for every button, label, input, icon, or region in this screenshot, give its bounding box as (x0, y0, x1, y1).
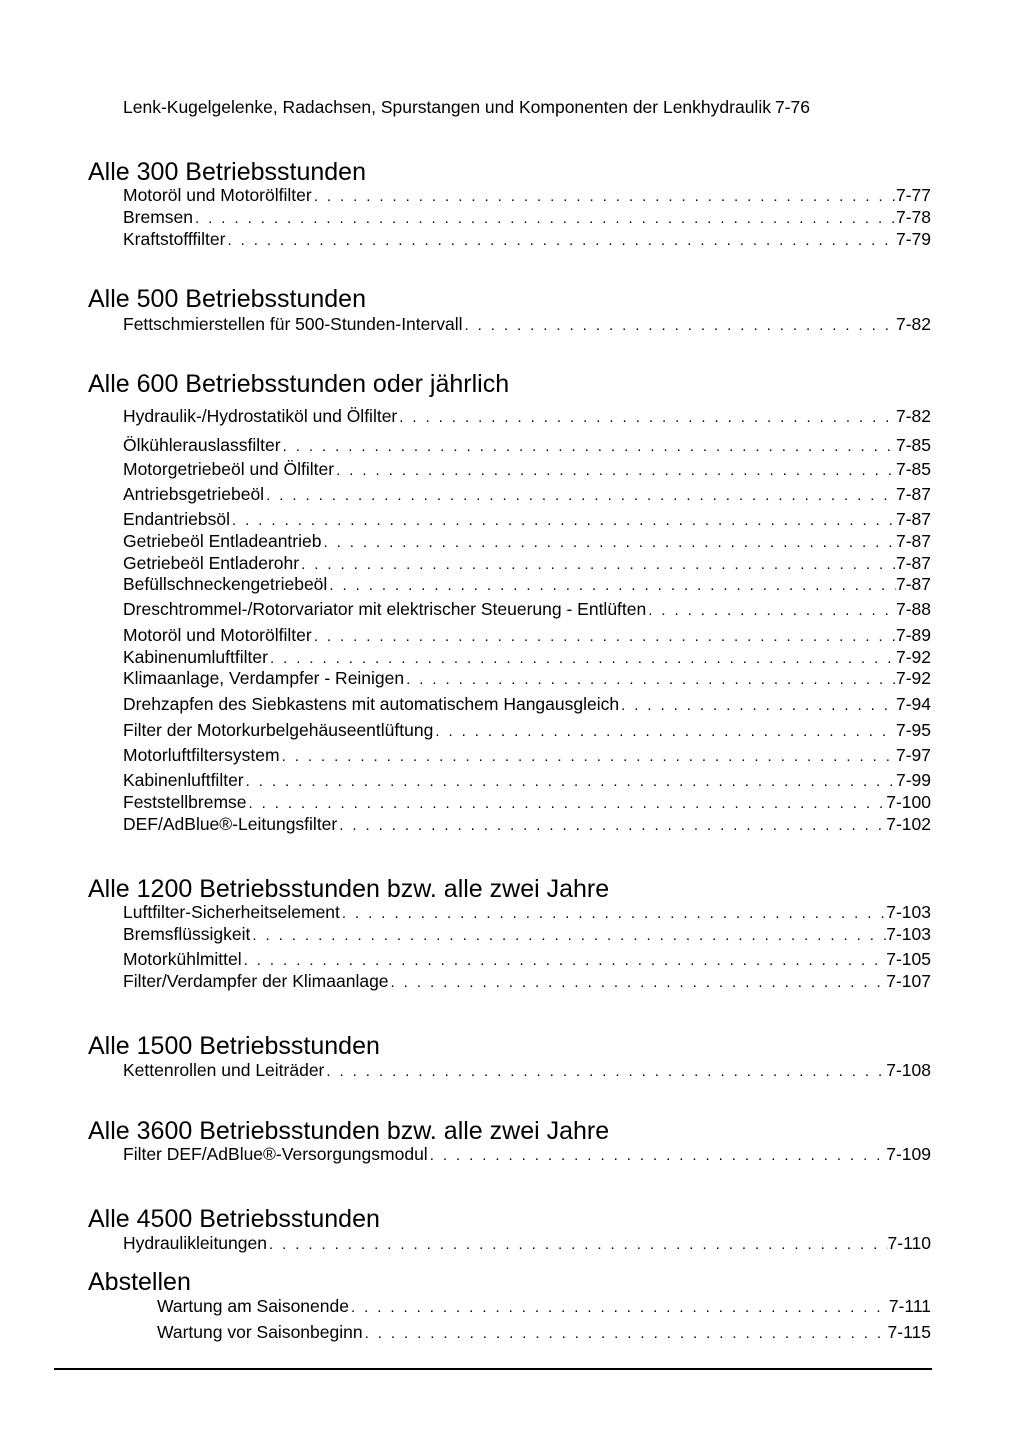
toc-entry-page: 7-87 (895, 509, 931, 529)
dot-leader (312, 186, 896, 208)
toc-entry-page: 7-92 (895, 668, 931, 688)
dot-leader (428, 1145, 887, 1167)
dot-leader (242, 950, 887, 972)
toc-entry[interactable] (123, 791, 931, 813)
toc-entry-page: 7-92 (895, 647, 931, 667)
toc-entry-page: 7-103 (886, 924, 931, 944)
toc-entry-title: Motoröl und Motorölfilter (123, 625, 312, 645)
toc-entry-page: 7-87 (895, 574, 931, 594)
toc-entry-page: 7-107 (886, 971, 931, 991)
toc-entry-title: Feststellbremse (123, 792, 247, 812)
toc-entry-page: 7-76 (774, 97, 810, 117)
toc-entry[interactable] (123, 458, 931, 480)
toc-entry[interactable] (123, 508, 931, 530)
dot-leader (193, 208, 896, 230)
toc-entry-page: 7-89 (895, 625, 931, 645)
toc-entry[interactable] (123, 228, 931, 250)
toc-entry-title: Wartung vor Saisonbeginn (157, 1322, 363, 1342)
toc-entry-title: Motoröl und Motorölfilter (123, 185, 312, 205)
toc-entry-title: Ölkühlerauslassfilter (123, 435, 281, 455)
toc-entry-page: 7-82 (895, 406, 931, 426)
toc-entry-page: 7-100 (886, 792, 931, 812)
toc-entry[interactable] (123, 1059, 931, 1081)
toc-entry-page: 7-85 (895, 435, 931, 455)
toc-entry-title: Lenk-Kugelgelenke, Radachsen, Spurstangen und Komponenten der Lenkhydraulik (123, 97, 771, 117)
dot-leader (281, 436, 896, 458)
dot-leader (280, 746, 896, 768)
footer-rule (54, 1368, 932, 1370)
toc-entry-title: Kettenrollen und Leiträder (123, 1060, 325, 1080)
toc-entry-page: 7-108 (886, 1060, 931, 1080)
dot-leader (321, 532, 896, 554)
toc-entry-page: 7-95 (895, 720, 931, 740)
dot-leader (646, 600, 896, 622)
toc-entry-title: Antriebsgetriebeöl (123, 484, 265, 504)
toc-entry[interactable] (123, 530, 931, 552)
toc-entry-title: Getriebeöl Entladerohr (123, 553, 300, 573)
toc-entry-title: Luftfilter-Sicherheitselement (123, 902, 340, 922)
toc-entry[interactable] (123, 948, 931, 970)
toc-entry-title: Wartung am Saisonende (157, 1296, 349, 1316)
toc-entry-title: Bremsen (123, 207, 194, 227)
toc-entry-page: 7-99 (895, 770, 931, 790)
section-heading: Alle 500 Betriebsstunden (88, 285, 366, 313)
toc-entry-title: DEF/AdBlue®-Leitungsfilter (123, 814, 338, 834)
dot-leader (404, 669, 896, 691)
toc-entry-page: 7-111 (888, 1296, 931, 1316)
toc-entry-title: Kabinenumluftfilter (123, 647, 268, 667)
toc-entry-page: 7-87 (895, 553, 931, 573)
toc-entry[interactable] (123, 970, 931, 992)
dot-leader (264, 485, 896, 507)
toc-entry[interactable] (123, 901, 931, 923)
toc-entry-page: 7-79 (895, 229, 931, 249)
toc-entry[interactable] (123, 719, 931, 741)
toc-entry-title: Motorkühlmittel (123, 949, 242, 969)
toc-entry-title: Befüllschneckengetriebeöl (123, 574, 328, 594)
toc-entry[interactable] (123, 769, 931, 791)
dot-leader (244, 771, 896, 793)
dot-leader (397, 407, 896, 429)
dot-leader (433, 721, 896, 743)
toc-entry[interactable] (157, 1321, 931, 1343)
toc-entry-page: 7-87 (895, 484, 931, 504)
toc-entry-top[interactable] (123, 96, 931, 118)
toc-entry-page: 7-102 (886, 814, 931, 834)
toc-entry-title: Motorgetriebeöl und Ölfilter (123, 459, 335, 479)
section-heading: Alle 1500 Betriebsstunden (88, 1032, 380, 1060)
toc-entry-page: 7-78 (895, 207, 931, 227)
toc-entry-page: 7-105 (886, 949, 931, 969)
dot-leader (363, 1323, 888, 1345)
section-heading: Alle 4500 Betriebsstunden (88, 1205, 380, 1233)
toc-entry[interactable] (123, 598, 931, 620)
toc-entry-title: Bremsflüssigkeit (123, 924, 251, 944)
toc-entry[interactable] (123, 1232, 931, 1254)
toc-entry-page: 7-115 (887, 1322, 931, 1342)
toc-entry-title: Filter DEF/AdBlue®-Versorgungsmodul (123, 1144, 428, 1164)
dot-leader (267, 1234, 888, 1256)
dot-leader (340, 903, 886, 925)
toc-entry[interactable] (123, 573, 931, 595)
dot-leader (225, 230, 896, 252)
dot-leader (462, 315, 896, 337)
dot-leader (349, 1297, 889, 1319)
toc-entry[interactable] (123, 693, 931, 715)
toc-entry-title: Filter/Verdampfer der Klimaanlage (123, 971, 389, 991)
dot-leader (327, 575, 896, 597)
toc-entry[interactable] (123, 552, 931, 574)
toc-entry-page: 7-85 (895, 459, 931, 479)
toc-entry-title: Fettschmierstellen für 500-Stunden-Intervall (123, 314, 463, 334)
toc-entry[interactable] (123, 813, 931, 835)
toc-entry-page: 7-77 (895, 185, 931, 205)
toc-entry[interactable] (123, 405, 931, 427)
toc-entry[interactable] (123, 923, 931, 945)
toc-entry-title: Kabinenluftfilter (123, 770, 244, 790)
toc-entry-title: Kraftstofffilter (123, 229, 226, 249)
toc-entry[interactable] (123, 206, 931, 228)
toc-entry[interactable] (123, 313, 931, 335)
toc-entry-title: Hydraulikleitungen (123, 1233, 267, 1253)
dot-leader (247, 793, 887, 815)
toc-entry-title: Hydraulik-/Hydrostatiköl und Ölfilter (123, 406, 398, 426)
dot-leader (334, 460, 896, 482)
toc-entry[interactable] (123, 624, 931, 646)
toc-entry[interactable] (123, 646, 931, 668)
section-heading: Alle 1200 Betriebsstunden bzw. alle zwei Jahre (88, 875, 610, 903)
toc-entry-title: Drehzapfen des Siebkastens mit automatischem Hangausgleich (123, 694, 620, 714)
dot-leader (389, 972, 887, 994)
toc-entry-page: 7-97 (895, 745, 931, 765)
toc-entry-title: Klimaanlage, Verdampfer - Reinigen (123, 668, 405, 688)
dot-leader (250, 925, 886, 947)
toc-entry[interactable] (157, 1295, 931, 1317)
toc-entry-page: 7-82 (895, 314, 931, 334)
dot-leader (230, 510, 896, 532)
dot-leader (337, 815, 886, 837)
toc-entry-page: 7-110 (887, 1233, 931, 1253)
toc-entry-title: Dreschtrommel-/Rotorvariator mit elektrischer Steuerung - Entlüften (123, 599, 647, 619)
dot-leader (324, 1061, 886, 1083)
toc-entry[interactable] (123, 184, 931, 206)
toc-entry-title: Endantriebsöl (123, 509, 231, 529)
toc-entry-page: 7-87 (895, 531, 931, 551)
toc-entry[interactable] (123, 1143, 931, 1165)
toc-entry-page: 7-103 (886, 902, 931, 922)
toc-entry-title: Motorluftfiltersystem (123, 745, 280, 765)
toc-entry-title: Getriebeöl Entladeantrieb (123, 531, 322, 551)
toc-entry-title: Filter der Motorkurbelgehäuseentlüftung (123, 720, 434, 740)
toc-entry-page: 7-88 (895, 599, 931, 619)
section-heading: Alle 3600 Betriebsstunden bzw. alle zwei Jahre (88, 1117, 610, 1145)
section-heading: Abstellen (88, 1268, 191, 1296)
toc-entry[interactable] (123, 483, 931, 505)
toc-entry[interactable] (123, 667, 931, 689)
toc-entry[interactable] (123, 744, 931, 766)
section-heading: Alle 600 Betriebsstunden oder jährlich (88, 370, 510, 398)
section-heading: Alle 300 Betriebsstunden (88, 158, 366, 186)
toc-entry-page: 7-94 (895, 694, 931, 714)
dot-leader (312, 626, 896, 648)
toc-entry[interactable] (123, 434, 931, 456)
dot-leader (619, 695, 896, 717)
toc-entry-page: 7-109 (886, 1144, 931, 1164)
